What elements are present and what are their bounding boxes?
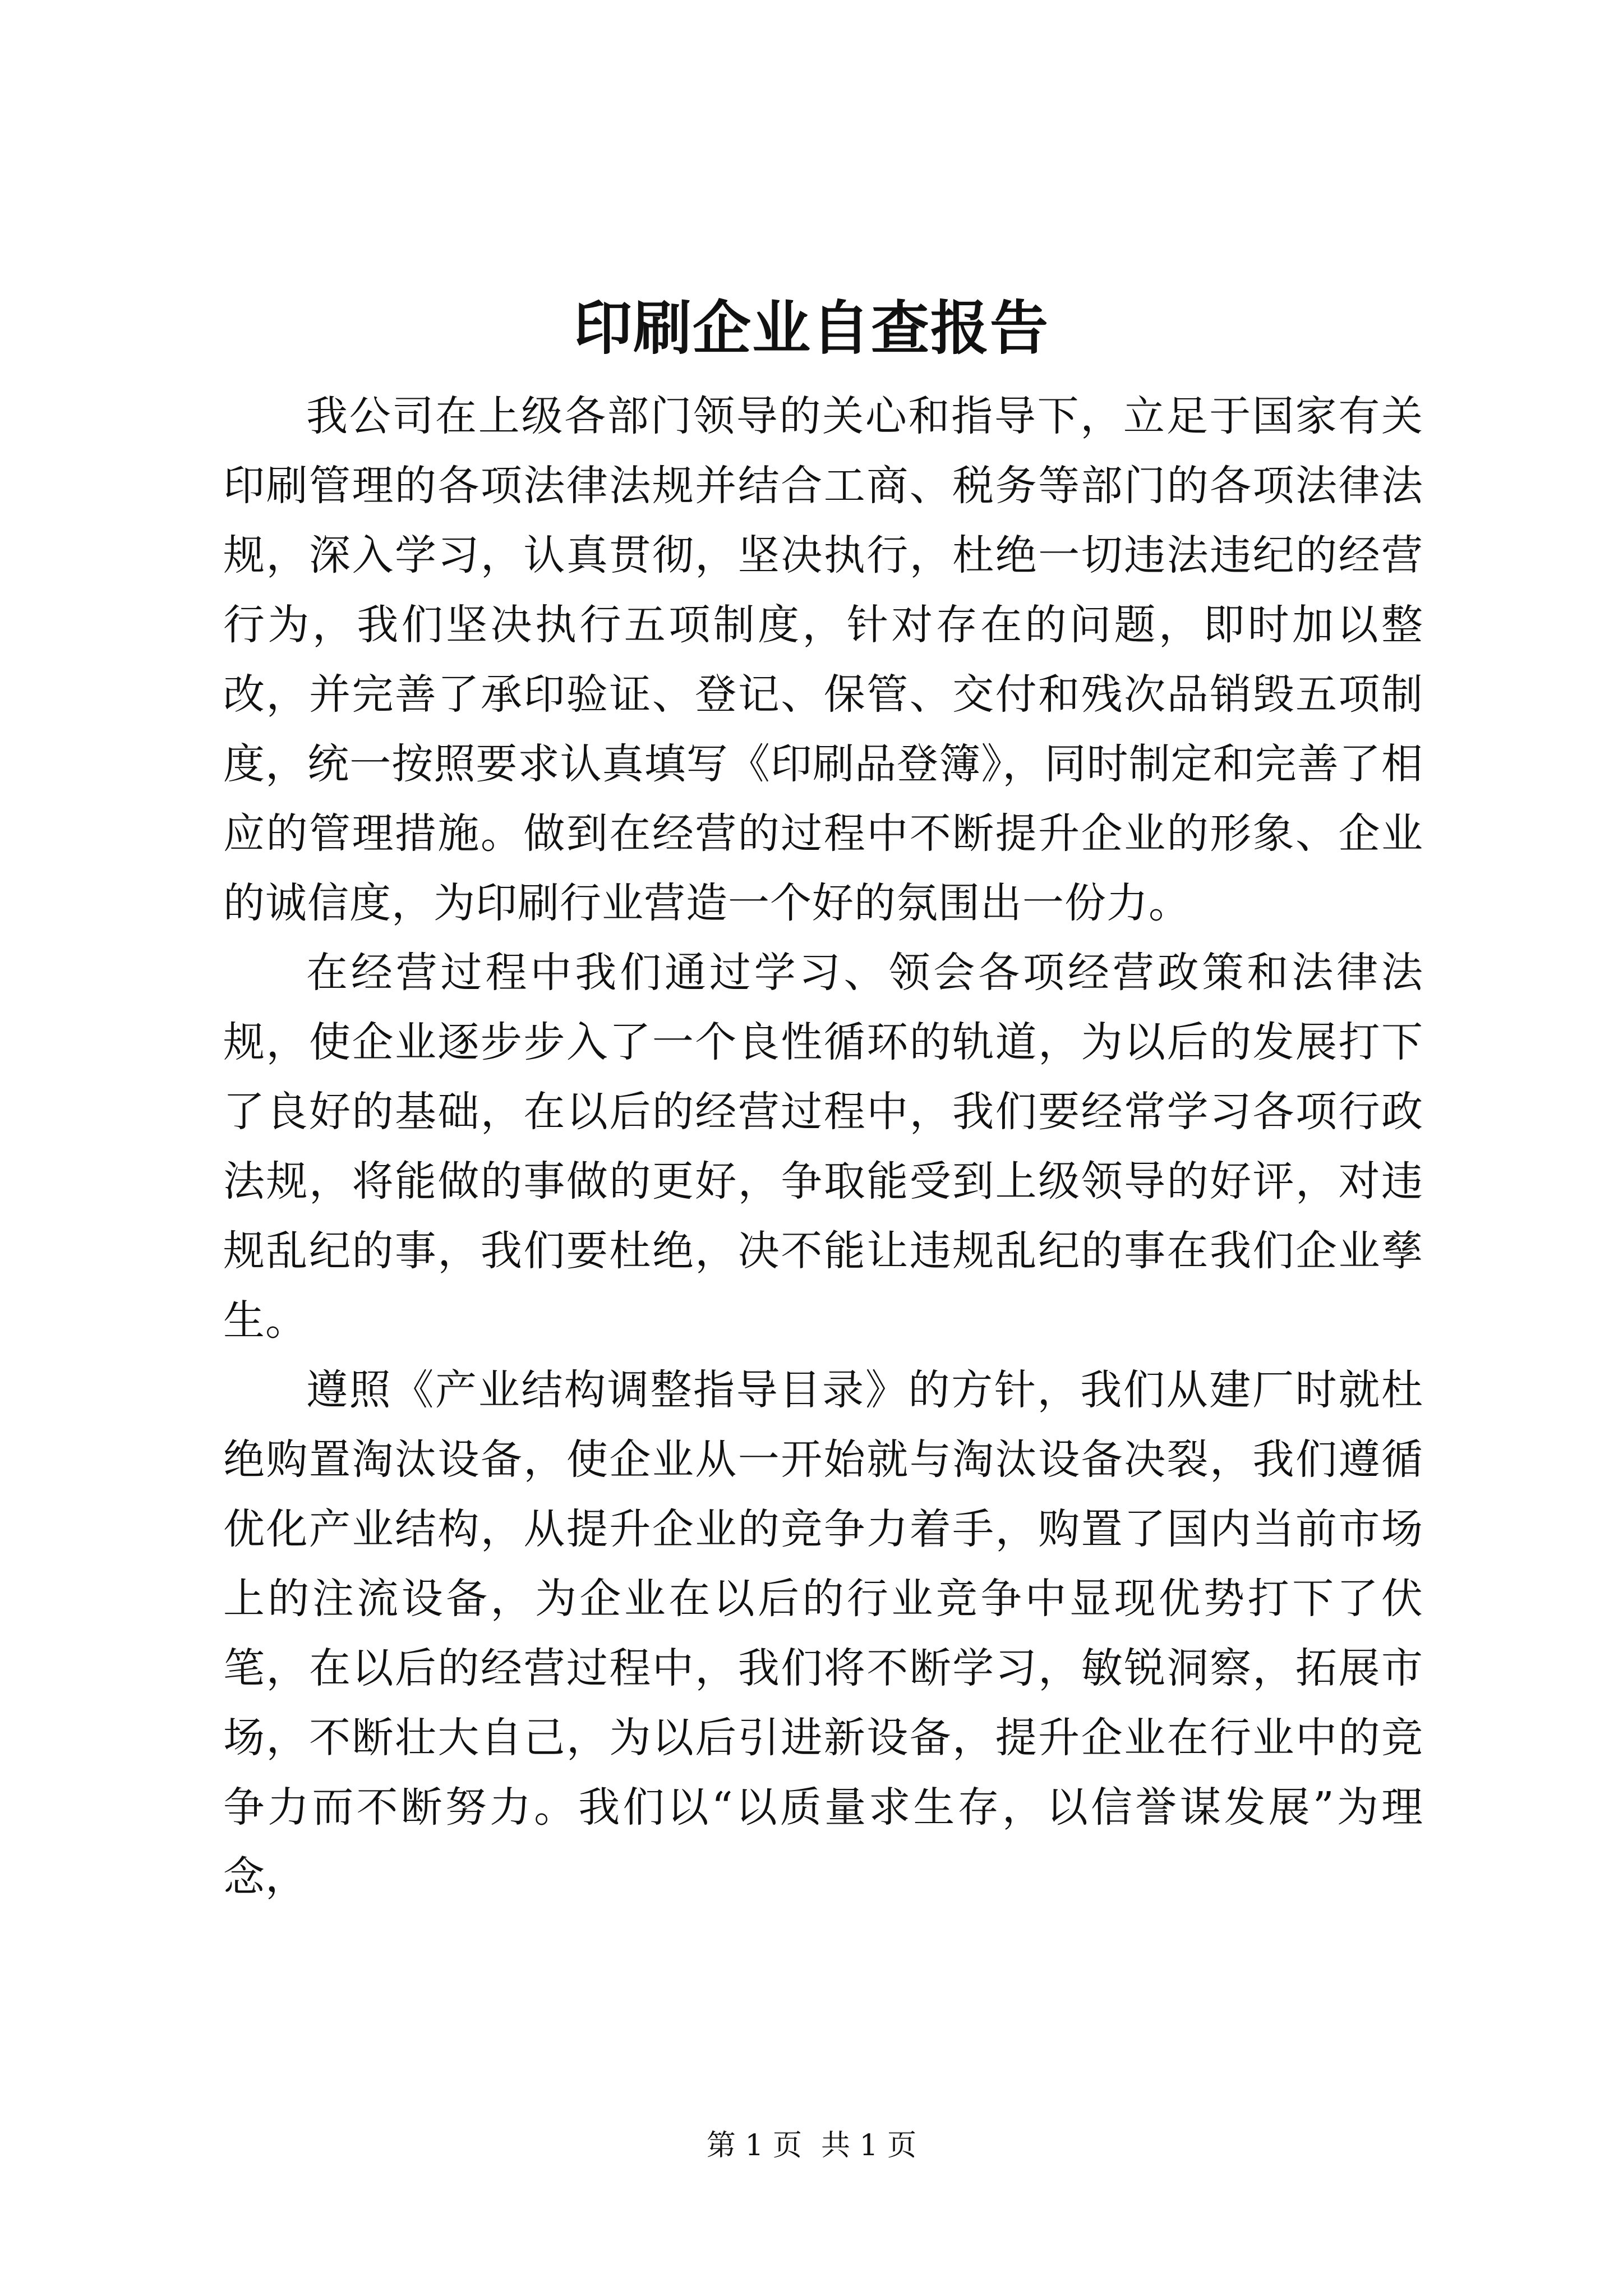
page-total: 共 1 页 (821, 2129, 917, 2162)
page-title: 印刷企业自查报告 (573, 293, 1049, 362)
document-body (223, 381, 1423, 1912)
paragraph-1: 我公司在上级各部门领导的关心和指导下，立足于国家有关印刷管理的各项法律法规并结合工商、税务等部门的各项法律法规，深入学习，认真贯彻，坚决执行，杜绝一切违法违纪的经营行为，我们坚决执行五项制度，针对存在的问题，即时加以整改，并完善了承印验证、登记、保管、交付和残次品销毁五项制度，统一按照要求认真填写《印刷品登簿》，同时制定和完善了相应的管理措施。做到在经营的过程中不断提升企业的形象、企业的诚信度，为印刷行业营造一个好的氛围出一份力。 (223, 392, 1423, 927)
paragraph-3: 遵照《产业结构调整指导目录》的方针，我们从建厂时就杜绝购置淘汰设备，使企业从一开始就与淘汰设备决裂，我们遵循优化产业结构，从提升企业的竞争力着手，购置了国内当前市场上的注流设备，为企业在以后的行业竞争中显现优势打下了伏笔，在以后的经营过程中，我们将不断学习，敏锐洞察，拓展市场，不断壮大自己，为以后引进新设备，提升企业在行业中的竞争力而不断努力。我们以“以质量求生存，以信誉谋发展”为理念， (223, 1366, 1423, 1901)
page-footer (0, 2126, 1623, 2165)
paragraph-2: 在经营过程中我们通过学习、领会各项经营政策和法律法规，使企业逐步步入了一个良性循环的轨道，为以后的发展打下了良好的基础，在以后的经营过程中，我们要经常学习各项行政法规，将能做的事做的更好，争取能受到上级领导的好评，对违规乱纪的事，我们要杜绝，决不能让违规乱纪的事在我们企业孳生。 (223, 949, 1423, 1345)
page-number: 第 1 页 (706, 2129, 802, 2162)
